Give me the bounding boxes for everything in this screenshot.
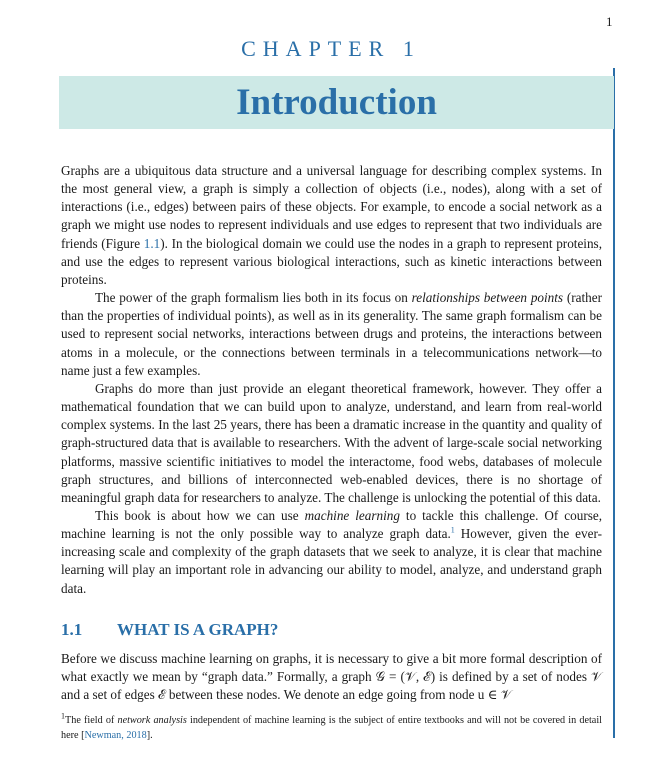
paragraph — [61, 162, 602, 289]
text-span: to tackle this challenge. Of course, machine learning is not the only possible way to analyze graph data. — [61, 507, 602, 542]
paragraph — [61, 289, 602, 380]
footnote — [61, 713, 602, 743]
figure-link[interactable]: 1.1 — [143, 235, 161, 251]
citation-link[interactable]: Newman, 2018 — [84, 730, 147, 741]
text-span: ]. — [146, 730, 153, 741]
margin-rule — [613, 68, 615, 738]
text-span: This book is about how we can use — [95, 507, 305, 523]
body-text — [61, 162, 602, 598]
text-span: The field of — [65, 715, 118, 726]
section-text — [61, 650, 602, 704]
paragraph — [61, 507, 602, 598]
paragraph: Graphs do more than just provide an elegant theoretical framework, however. They offer a mathematical foundation that we can build upon to analyze, understand, and learn from real-world complex systems. In the last 25 years, there has been a dramatic increase in the quantity and quality of graph-structured data that is available to researchers. With the advent of large-scale social networking platforms, massive scientific initiatives to model the interactome, food webs, databases of molecule graph structures, and billions of interconnected web-enabled devices, there is no shortage of meaningful graph data for researchers to analyze. The challenge is unlocking the potential of this data. — [61, 380, 602, 505]
section-number: 1.1 — [61, 620, 83, 639]
text-span: (rather than the properties of individual points), as well as in its generality. The same graph formalism can be used to represent social networks, interactions between drugs and proteins, the interactions between atoms in a molecule, or the connections between terminals in a telecommunications network—to name just a few examples. — [61, 290, 603, 378]
footnote-ref[interactable]: 1 — [450, 525, 455, 535]
emphasis: machine learning — [304, 507, 400, 523]
text-span: Graphs are a ubiquitous data structure and a universal language for describing complex systems. In the most general view, a graph is simply a collection of objects (i.e., nodes), along with a set of interactions (i.e., edges) between pairs of these objects. For example, to encode a social network as a graph we might use nodes to represent individuals and use edges to represent that two individuals are friends (Figure — [61, 163, 602, 251]
emphasis: network analysis — [117, 715, 187, 726]
page-number: 1 — [606, 14, 613, 29]
text-span: The power of the graph formalism lies both in its focus on — [95, 290, 412, 306]
text-span: However, given the ever-increasing scale and complexity of the graph datasets that we seek to analyze, it is clear that machine learning will play an important role in advancing our ability to model, analyze, and understand graph data. — [61, 526, 602, 596]
section-heading — [61, 620, 278, 640]
chapter-title: Introduction — [236, 82, 437, 123]
footnote-marker: 1 — [61, 711, 65, 721]
paragraph: Before we discuss machine learning on graphs, it is necessary to give a bit more formal description of what exactly we mean by “graph data.” Formally, a graph 𝒢 = (𝒱, ℰ) is defined by a set of nodes 𝒱 and a set of edges ℰ between these nodes. We denote an edge going from node u ∈ 𝒱 — [61, 651, 602, 703]
emphasis: relationships between points — [411, 290, 564, 306]
chapter-label: CHAPTER 1 — [241, 36, 421, 61]
section-title: WHAT IS A GRAPH? — [117, 620, 279, 639]
text-span: ). In the biological domain we could use the nodes in a graph to represent proteins, and use the edges to represent various biological interactions, such as kinetic interactions between proteins. — [61, 235, 602, 287]
text-span: independent of machine learning is the subject of entire textbooks and will not be covered in detail here [ — [61, 715, 602, 741]
